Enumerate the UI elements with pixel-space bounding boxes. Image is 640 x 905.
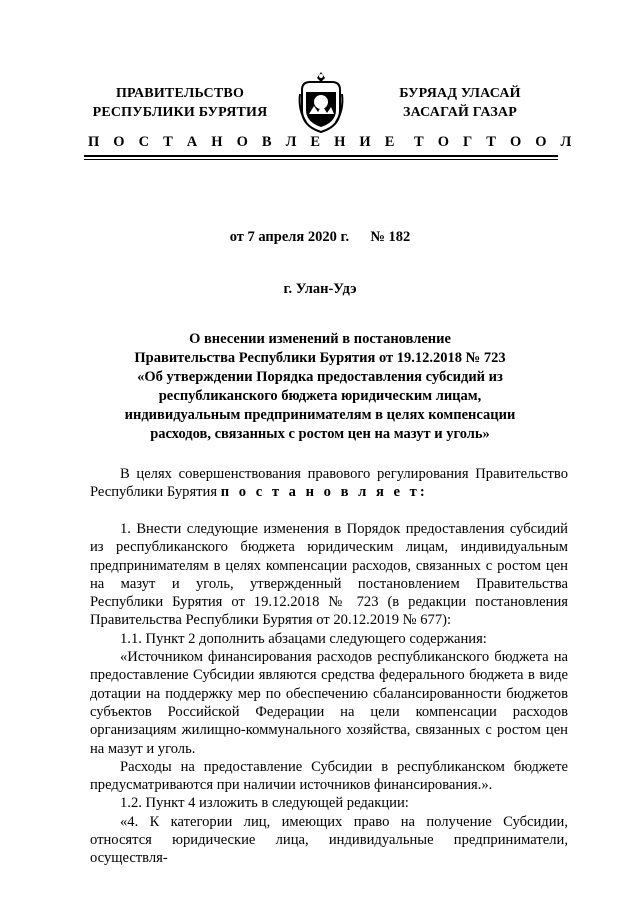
document-title (90, 330, 550, 444)
body-paragraph: «Источником финансирования расходов республиканского бюджета на предоставление Субсидии являются средства федерального бюджета в виде дотации на поддержку мер по обеспечению сбалансированности бюджетов субъектов Российской Федерации на цели компенсации расходов организациям жилищно-коммунального хозяйства, связанных с ростом цен на мазут и уголь. (90, 649, 568, 757)
preamble-text: В целях совершенствования правового регулирования Правительство Республики Бурятия (90, 466, 568, 501)
coat-of-arms-emblem (296, 70, 346, 134)
doctype-bua: Т О Г Т О О Л (414, 134, 577, 150)
title-line: «Об утверждении Порядка предоставления субсидий из (137, 369, 503, 385)
title-line: индивидуальным предпринимателям в целях компенсации (124, 407, 516, 423)
document-number: № 182 (370, 229, 411, 245)
doctype-ru: П О С Т А Н О В Л Е Н И Е (88, 134, 400, 150)
preamble-paragraph (90, 465, 568, 502)
document-body (90, 520, 568, 868)
body-paragraph: 1.2. Пункт 4 изложить в следующей редакции: (120, 795, 409, 812)
issuer-ru-line1: ПРАВИТЕЛЬСТВО (115, 86, 245, 101)
issuer-bua-line1: БУРЯАД УЛАСАЙ (399, 86, 521, 101)
title-line: Правительства Республики Бурятия от 19.12.2018 № 723 (134, 350, 506, 366)
body-paragraph: Расходы на предоставление Субсидии в республиканском бюджете предусматриваются при наличии источников финансирования.». (90, 758, 568, 794)
title-line: республиканского бюджета юридическим лицам, (158, 388, 482, 404)
document-date-number (90, 229, 550, 246)
body-paragraph: «4. К категории лиц, имеющих право на получение Субсидии, относятся юридические лица, индивидуальные предприниматели, осуществля- (90, 813, 568, 867)
issuer-bua-line2: ЗАСАГАЙ ГАЗАР (402, 105, 517, 120)
body-paragraph: 1. Внести следующие изменения в Порядок предоставления субсидий из республиканского бюджета юридическим лицам, индивидуальным предпринимателям в целях компенсации расходов, связанных с ростом цен на мазут и уголь, утвержденный постановлением Правительства Республики Бурятия от 19.12.2018 № 723 (в редакции постановления Правительства Республики Бурятия от 20.12.2019 № 677): (90, 521, 568, 629)
document-date: от 7 апреля 2020 г. (229, 229, 350, 245)
issuer-bua (370, 84, 550, 122)
document-city: г. Улан-Удэ (283, 281, 357, 297)
preamble (90, 465, 568, 502)
header-rule-top (84, 155, 558, 157)
decree-word: п о с т а н о в л я е т: (220, 484, 428, 501)
header-rule-bottom (84, 159, 558, 160)
title-line: расходов, связанных с ростом цен на мазут и уголь» (150, 426, 490, 442)
issuer-ru (90, 84, 270, 122)
body-paragraph: 1.1. Пункт 2 дополнить абзацами следующего содержания: (120, 630, 487, 647)
issuer-ru-line2: РЕСПУБЛИКИ БУРЯТИЯ (92, 105, 268, 120)
title-line: О внесении изменений в постановление (189, 331, 451, 347)
